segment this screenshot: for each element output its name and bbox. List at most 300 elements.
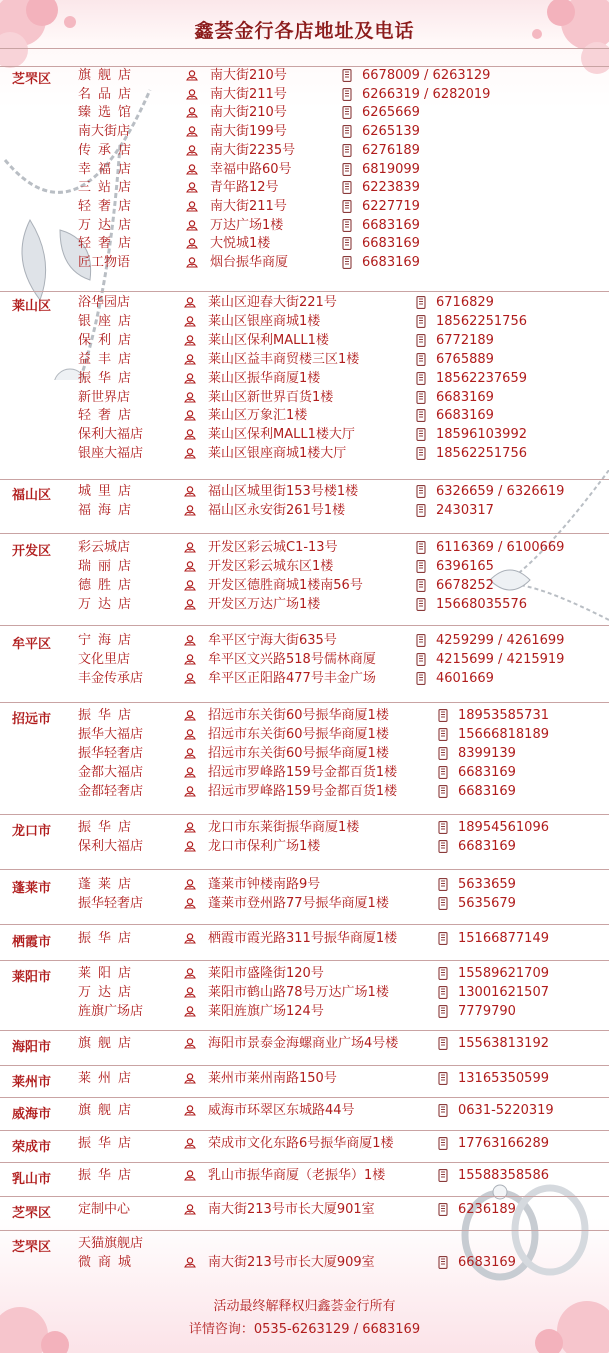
store-row (0, 1034, 609, 1053)
location-flower-icon (184, 1072, 196, 1084)
location-flower-icon (184, 1137, 196, 1149)
location-flower-icon (184, 634, 196, 646)
phone-icon (438, 1072, 448, 1085)
store-row (0, 482, 609, 501)
store-name: 振华店 (78, 1168, 139, 1183)
store-row (0, 1101, 609, 1120)
location-flower-icon (184, 372, 196, 384)
store-row (0, 983, 609, 1002)
store-row (0, 706, 609, 725)
store-name: 益丰店 (78, 351, 139, 367)
store-name: 旌旗广场店 (78, 1004, 144, 1019)
store-row (0, 141, 609, 160)
region-label: 莱阳市 (12, 970, 52, 985)
page-title: 鑫荟金行各店地址及电话 (194, 20, 415, 42)
store-name: 保利店 (78, 332, 139, 348)
store-name: 金都轻奢店 (78, 784, 144, 799)
phone-icon (416, 541, 426, 554)
location-flower-icon (184, 709, 196, 721)
store-phone: 7779790 (458, 1004, 516, 1019)
store-name: 万达店 (78, 597, 139, 612)
store-name: 浴华园店 (78, 295, 131, 310)
phone-icon (416, 653, 426, 666)
store-phone: 6678009 / 6263129 (362, 68, 491, 83)
store-phone: 6683169 (362, 255, 420, 270)
phone-icon (438, 728, 448, 741)
phone-icon (342, 237, 352, 250)
phone-icon (438, 967, 448, 980)
store-row (0, 964, 609, 983)
store-address: 蓬莱市钟楼南路9号 (208, 877, 321, 892)
footer-contact: 详情咨询：0535-6263129 / 6683169 (188, 1322, 421, 1337)
location-flower-icon (184, 653, 196, 665)
location-flower-icon (184, 840, 196, 852)
section-divider (0, 702, 609, 703)
store-name: 蓬莱店 (78, 877, 139, 892)
store-phone: 6716829 (436, 295, 494, 310)
store-phone: 6227719 (362, 198, 420, 214)
store-address: 威海市环翠区东城路44号 (208, 1103, 355, 1118)
store-name: 振华轻奢店 (78, 896, 144, 911)
store-phone: 0631-5220319 (458, 1103, 554, 1118)
store-phone: 13165350599 (458, 1071, 549, 1086)
store-row (0, 103, 609, 122)
store-name: 幸福店 (78, 161, 139, 177)
section-divider (0, 960, 609, 961)
store-phone: 6683169 (458, 839, 516, 854)
store-row (0, 818, 609, 837)
location-flower-icon (184, 296, 196, 308)
phone-icon (438, 840, 448, 853)
store-phone: 17763166289 (458, 1136, 549, 1151)
location-flower-icon (184, 878, 196, 890)
store-row (0, 1069, 609, 1088)
region-label: 威海市 (12, 1107, 52, 1122)
section-divider (0, 1030, 609, 1031)
section-divider (0, 1065, 609, 1066)
phone-icon (416, 447, 426, 460)
store-phone: 18562251756 (436, 446, 527, 462)
store-name: 丰金传承店 (78, 671, 144, 686)
store-name: 城里店 (78, 484, 139, 499)
location-flower-icon (184, 967, 196, 979)
phone-icon (416, 485, 426, 498)
store-row (0, 293, 609, 312)
phone-icon (438, 986, 448, 999)
phone-icon (438, 1005, 448, 1018)
store-row (0, 538, 609, 557)
location-flower-icon (184, 428, 196, 440)
section-divider (0, 1097, 609, 1098)
store-phone: 6236189 (458, 1202, 516, 1217)
location-flower-icon (184, 1037, 196, 1049)
store-address: 烟台振华商厦 (210, 255, 289, 270)
store-phone: 15668035576 (436, 597, 527, 612)
store-address: 荣成市文化东路6号振华商厦1楼 (208, 1136, 394, 1151)
title-divider (0, 48, 609, 49)
location-flower-icon (184, 579, 196, 591)
phone-icon (416, 353, 426, 366)
store-name: 新世界店 (78, 389, 131, 405)
store-phone: 6683169 (458, 1255, 516, 1270)
phone-icon (438, 709, 448, 722)
store-name: 福海店 (78, 503, 139, 518)
store-name: 振华店 (78, 931, 139, 946)
location-flower-icon (186, 69, 198, 81)
store-name: 银座大福店 (78, 446, 144, 462)
store-row (0, 406, 609, 425)
region-label: 福山区 (12, 488, 52, 503)
region-label: 芝罘区 (12, 1206, 52, 1221)
store-name: 振华店 (78, 1136, 139, 1151)
store-address: 牟平区正阳路477号丰金广场 (208, 671, 376, 686)
phone-icon (416, 598, 426, 611)
section-divider (0, 291, 609, 292)
store-name: 旗舰店 (78, 1103, 139, 1118)
store-address: 莱州市莱州南路150号 (208, 1071, 337, 1086)
store-address: 开发区德胜商城1楼南56号 (208, 578, 363, 593)
store-row (0, 763, 609, 782)
store-row (0, 837, 609, 856)
store-address: 蓬莱市登州路77号振华商厦1楼 (208, 896, 389, 911)
location-flower-icon (184, 747, 196, 759)
region-label: 芝罘区 (12, 1240, 52, 1255)
store-name: 三站店 (78, 180, 139, 196)
store-phone: 15563813192 (458, 1036, 549, 1051)
store-row (0, 178, 609, 197)
store-address: 开发区彩云城C1-13号 (208, 540, 338, 555)
store-phone: 6683169 (458, 765, 516, 780)
location-flower-icon (186, 237, 198, 249)
store-address: 莱山区万象汇1楼 (208, 408, 308, 424)
location-flower-icon (184, 485, 196, 497)
store-row (0, 501, 609, 520)
store-phone: 18562251756 (436, 313, 527, 329)
store-row (0, 557, 609, 576)
location-flower-icon (186, 144, 198, 156)
store-address: 莱山区银座商城1楼大厅 (208, 446, 347, 462)
store-phone: 6683169 (362, 217, 420, 233)
store-address: 莱山区新世界百货1楼 (208, 389, 334, 405)
store-phone: 18954561096 (458, 820, 549, 835)
store-phone: 6683169 (458, 784, 516, 799)
store-address: 海阳市景泰金海螺商业广场4号楼 (208, 1036, 399, 1051)
store-address: 莱山区保利MALL1楼大厅 (208, 427, 355, 443)
store-name: 旗舰店 (78, 68, 139, 83)
store-row (0, 331, 609, 350)
phone-icon (438, 785, 448, 798)
store-name: 天猫旗舰店 (78, 1236, 144, 1251)
store-phone: 4259299 / 4261699 (436, 633, 565, 648)
region-label: 乳山市 (12, 1172, 52, 1187)
section-divider (0, 1162, 609, 1163)
store-phone: 15166877149 (458, 931, 549, 946)
region-label: 莱山区 (12, 299, 52, 314)
region-label: 龙口市 (12, 824, 52, 839)
location-flower-icon (184, 447, 196, 459)
location-flower-icon (186, 181, 198, 193)
store-address: 莱山区银座商城1楼 (208, 313, 321, 329)
section-divider (0, 1196, 609, 1197)
store-name: 匠工物语 (78, 255, 131, 270)
store-name: 万达店 (78, 985, 139, 1000)
store-name: 宁海店 (78, 633, 139, 648)
location-flower-icon (186, 88, 198, 100)
section-divider (0, 924, 609, 925)
store-row (0, 875, 609, 894)
region-label: 招远市 (12, 712, 52, 727)
store-row (0, 631, 609, 650)
store-address: 莱山区保利MALL1楼 (208, 332, 329, 348)
store-address: 莱山区振华商厦1楼 (208, 370, 321, 386)
store-row (0, 1134, 609, 1153)
location-flower-icon (184, 391, 196, 403)
phone-icon (342, 144, 352, 157)
store-row (0, 725, 609, 744)
store-name: 名品店 (78, 86, 139, 102)
store-name: 银座店 (78, 313, 139, 329)
store-phone: 6396165 (436, 559, 494, 574)
store-phone: 4601669 (436, 671, 494, 686)
store-phone: 18562237659 (436, 370, 527, 386)
store-address: 莱山区益丰商贸楼三区1楼 (208, 351, 360, 367)
location-flower-icon (184, 353, 196, 365)
phone-icon (342, 200, 352, 213)
phone-icon (438, 897, 448, 910)
location-flower-icon (184, 541, 196, 553)
region-label: 牟平区 (12, 637, 52, 652)
store-address: 招远市东关街60号振华商厦1楼 (208, 727, 389, 742)
phone-icon (416, 409, 426, 422)
location-flower-icon (184, 504, 196, 516)
phone-icon (416, 372, 426, 385)
store-name: 微商城 (78, 1255, 139, 1270)
phone-icon (438, 766, 448, 779)
store-address: 幸福中路60号 (210, 161, 292, 177)
section-divider (0, 533, 609, 534)
store-name: 轻奢店 (78, 236, 139, 252)
store-row (0, 1002, 609, 1021)
store-name: 莱阳店 (78, 966, 139, 981)
store-phone: 5635679 (458, 896, 516, 911)
section-divider (0, 814, 609, 815)
store-address: 福山区城里街153号楼1楼 (208, 484, 359, 499)
region-label: 栖霞市 (12, 935, 52, 950)
location-flower-icon (184, 1005, 196, 1017)
store-name: 振华店 (78, 820, 139, 835)
store-address: 青年路12号 (210, 180, 279, 196)
store-address: 栖霞市霞光路311号振华商厦1楼 (208, 931, 398, 946)
store-name: 南大街店 (78, 124, 131, 140)
store-address: 招远市东关街60号振华商厦1楼 (208, 746, 389, 761)
location-flower-icon (186, 219, 198, 231)
store-row (0, 1234, 609, 1253)
store-address: 开发区万达广场1楼 (208, 597, 321, 612)
store-address: 牟平区文兴路518号儒林商厦 (208, 652, 376, 667)
region-label: 荣成市 (12, 1140, 52, 1155)
location-flower-icon (184, 672, 196, 684)
phone-icon (438, 878, 448, 891)
store-row (0, 1200, 609, 1219)
section-divider (0, 625, 609, 626)
phone-icon (416, 391, 426, 404)
store-phone: 15589621709 (458, 966, 549, 981)
phone-icon (342, 106, 352, 119)
store-row (0, 350, 609, 369)
store-row (0, 576, 609, 595)
store-address: 开发区彩云城东区1楼 (208, 559, 334, 574)
store-row (0, 929, 609, 948)
store-phone: 6772189 (436, 332, 494, 348)
phone-icon (438, 1203, 448, 1216)
store-name: 轻奢店 (78, 198, 139, 214)
store-row (0, 425, 609, 444)
store-row (0, 197, 609, 216)
phone-icon (342, 69, 352, 82)
store-row (0, 1166, 609, 1185)
location-flower-icon (184, 897, 196, 909)
store-address: 龙口市东莱街振华商厦1楼 (208, 820, 360, 835)
phone-icon (342, 88, 352, 101)
phone-icon (416, 579, 426, 592)
store-phone: 6223839 (362, 180, 420, 196)
phone-icon (438, 821, 448, 834)
store-phone: 6326659 / 6326619 (436, 484, 565, 499)
store-phone: 6683169 (436, 389, 494, 405)
store-row (0, 216, 609, 235)
store-name: 振华店 (78, 370, 139, 386)
location-flower-icon (184, 1203, 196, 1215)
store-row (0, 669, 609, 688)
store-address: 南大街210号 (210, 105, 287, 121)
store-phone: 2430317 (436, 503, 494, 518)
store-row (0, 782, 609, 801)
store-phone: 6265139 (362, 124, 420, 140)
location-flower-icon (186, 256, 198, 268)
store-address: 大悦城1楼 (210, 236, 271, 252)
store-row (0, 444, 609, 463)
store-phone: 6683169 (362, 236, 420, 252)
location-flower-icon (184, 785, 196, 797)
store-address: 招远市东关街60号振华商厦1楼 (208, 708, 389, 723)
location-flower-icon (184, 598, 196, 610)
store-name: 莱州店 (78, 1071, 139, 1086)
location-flower-icon (184, 409, 196, 421)
store-row (0, 894, 609, 913)
store-name: 文化里店 (78, 652, 131, 667)
store-row (0, 160, 609, 179)
phone-icon (438, 1256, 448, 1269)
store-address: 南大街211号 (210, 198, 287, 214)
store-phone: 6765889 (436, 351, 494, 367)
store-phone: 15588358586 (458, 1168, 549, 1183)
store-phone: 15666818189 (458, 727, 549, 742)
phone-icon (416, 560, 426, 573)
location-flower-icon (186, 106, 198, 118)
store-phone: 6683169 (436, 408, 494, 424)
store-phone: 6678252 (436, 578, 494, 593)
store-address: 南大街211号 (210, 86, 287, 102)
location-flower-icon (184, 1169, 196, 1181)
store-phone: 6819099 (362, 161, 420, 177)
store-address: 南大街213号市长大厦901室 (208, 1202, 375, 1217)
store-row (0, 1253, 609, 1272)
region-label: 芝罘区 (12, 72, 52, 87)
store-phone: 6116369 / 6100669 (436, 540, 565, 555)
location-flower-icon (186, 163, 198, 175)
store-name: 万达店 (78, 217, 139, 233)
store-row (0, 595, 609, 614)
store-name: 传承店 (78, 142, 139, 158)
store-row (0, 234, 609, 253)
phone-icon (438, 1169, 448, 1182)
phone-icon (342, 219, 352, 232)
store-name: 振华店 (78, 708, 139, 723)
store-row (0, 122, 609, 141)
phone-icon (438, 932, 448, 945)
location-flower-icon (184, 560, 196, 572)
store-address: 乳山市振华商厦（老振华）1楼 (208, 1168, 386, 1183)
store-row (0, 85, 609, 104)
store-address: 莱阳市盛隆街120号 (208, 966, 324, 981)
location-flower-icon (184, 1256, 196, 1268)
store-address: 万达广场1楼 (210, 217, 284, 233)
store-name: 保利大福店 (78, 427, 144, 443)
store-row (0, 388, 609, 407)
store-address: 龙口市保利广场1楼 (208, 839, 321, 854)
phone-icon (438, 1037, 448, 1050)
store-name: 保利大福店 (78, 839, 144, 854)
store-name: 瑞丽店 (78, 559, 139, 574)
store-address: 南大街199号 (210, 124, 287, 140)
store-name: 德胜店 (78, 578, 139, 593)
store-row (0, 312, 609, 331)
phone-icon (438, 1104, 448, 1117)
location-flower-icon (184, 315, 196, 327)
region-label: 海阳市 (12, 1040, 52, 1055)
location-flower-icon (184, 821, 196, 833)
region-label: 蓬莱市 (12, 881, 52, 896)
store-phone: 4215699 / 4215919 (436, 652, 565, 667)
section-divider (0, 1130, 609, 1131)
store-address: 南大街210号 (210, 68, 287, 83)
store-row (0, 369, 609, 388)
phone-icon (416, 428, 426, 441)
store-phone: 6265669 (362, 105, 420, 121)
store-name: 振华轻奢店 (78, 746, 144, 761)
phone-icon (416, 334, 426, 347)
store-name: 振华大福店 (78, 727, 144, 742)
phone-icon (342, 256, 352, 269)
location-flower-icon (184, 932, 196, 944)
store-phone: 5633659 (458, 877, 516, 892)
phone-icon (416, 296, 426, 309)
store-row (0, 253, 609, 272)
phone-icon (438, 1137, 448, 1150)
region-label: 开发区 (12, 544, 52, 559)
store-address: 牟平区宁海大街635号 (208, 633, 337, 648)
store-phone: 6266319 / 6282019 (362, 86, 491, 102)
store-name: 彩云城店 (78, 540, 131, 555)
phone-icon (416, 672, 426, 685)
location-flower-icon (186, 125, 198, 137)
store-name: 定制中心 (78, 1202, 131, 1217)
location-flower-icon (186, 200, 198, 212)
phone-icon (342, 181, 352, 194)
store-phone: 18953585731 (458, 708, 549, 723)
store-phone: 18596103992 (436, 427, 527, 443)
footer-disclaimer: 活动最终解释权归鑫荟金行所有 (213, 1299, 396, 1314)
